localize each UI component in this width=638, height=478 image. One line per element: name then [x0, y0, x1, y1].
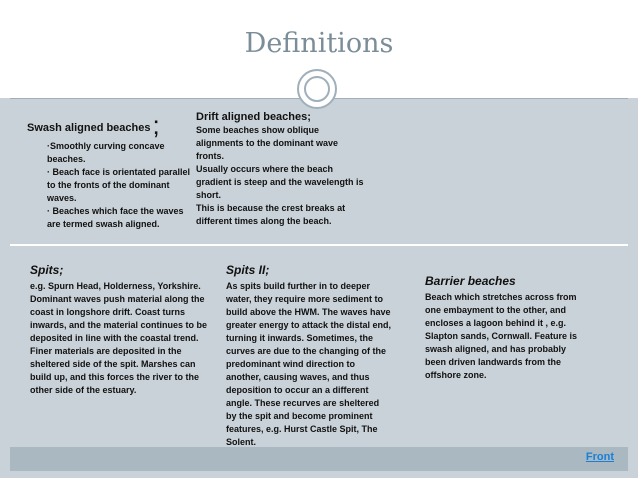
drift-line: This is because the crest breaks at different times along the beach.: [196, 203, 346, 226]
drift-line: Some beaches show oblique alignments to the dominant wave fronts.: [196, 125, 339, 161]
front-link[interactable]: Front: [585, 451, 614, 463]
drift-body: [196, 124, 364, 228]
divider-ring-icon: [297, 69, 337, 109]
swash-bullet: · Beach face is orientated parallel to the fronts of the dominant waves.: [47, 167, 191, 203]
swash-heading-text: Swash aligned beaches: [27, 122, 151, 134]
section-divider: [10, 244, 628, 246]
footer-bar: [10, 447, 628, 471]
swash-bullet: ·Smoothly curving concave beaches.: [47, 141, 165, 164]
spits2-heading: Spits II;: [226, 263, 270, 277]
barrier-body: Beach which stretches across from one embayment to the other, and encloses a lagoon behind it , e.g. Slapton sands, Cornwall. Feature is swash aligned, and has probably been driven landwards from the offshore zone.: [425, 292, 578, 380]
spits-heading: Spits;: [30, 263, 64, 277]
divider-ring-inner: [304, 76, 330, 102]
swash-bullet: · Beaches which face the waves are termed swash aligned.: [47, 206, 184, 229]
drift-line: Usually occurs where the beach gradient is steep and the wavelength is short.: [196, 164, 364, 200]
swash-bullets: [47, 140, 195, 231]
drift-heading: Drift aligned beaches;: [196, 111, 311, 123]
swash-heading: [27, 110, 197, 140]
page-title: Definitions: [244, 28, 394, 59]
barrier-heading: Barrier beaches: [425, 274, 516, 288]
spits-body: e.g. Spurn Head, Holderness, Yorkshire. Dominant waves push material along the coast in longshore drift. Coast turns inwards, and the material continues to be deposited in line with the coastal trend. Finer materials are deposited in the sheltered side of the spit. Marshes can build up, and this forces the river to the other side of the estuary.: [30, 281, 208, 395]
spits2-body: As spits build further in to deeper water, they require more sediment to build above the HWM. The waves have greater energy to attack the distal end, turning it inwards. Sometimes, the curves are due to the changing of the predominant wind direction to another, causing waves, and thus deposition to occur an a different angle. These recurves are sheltered by the spit and become prominent features, e.g. Hurst Castle Spit, The Solent.: [226, 281, 392, 447]
swash-semicolon: ;: [152, 110, 160, 140]
